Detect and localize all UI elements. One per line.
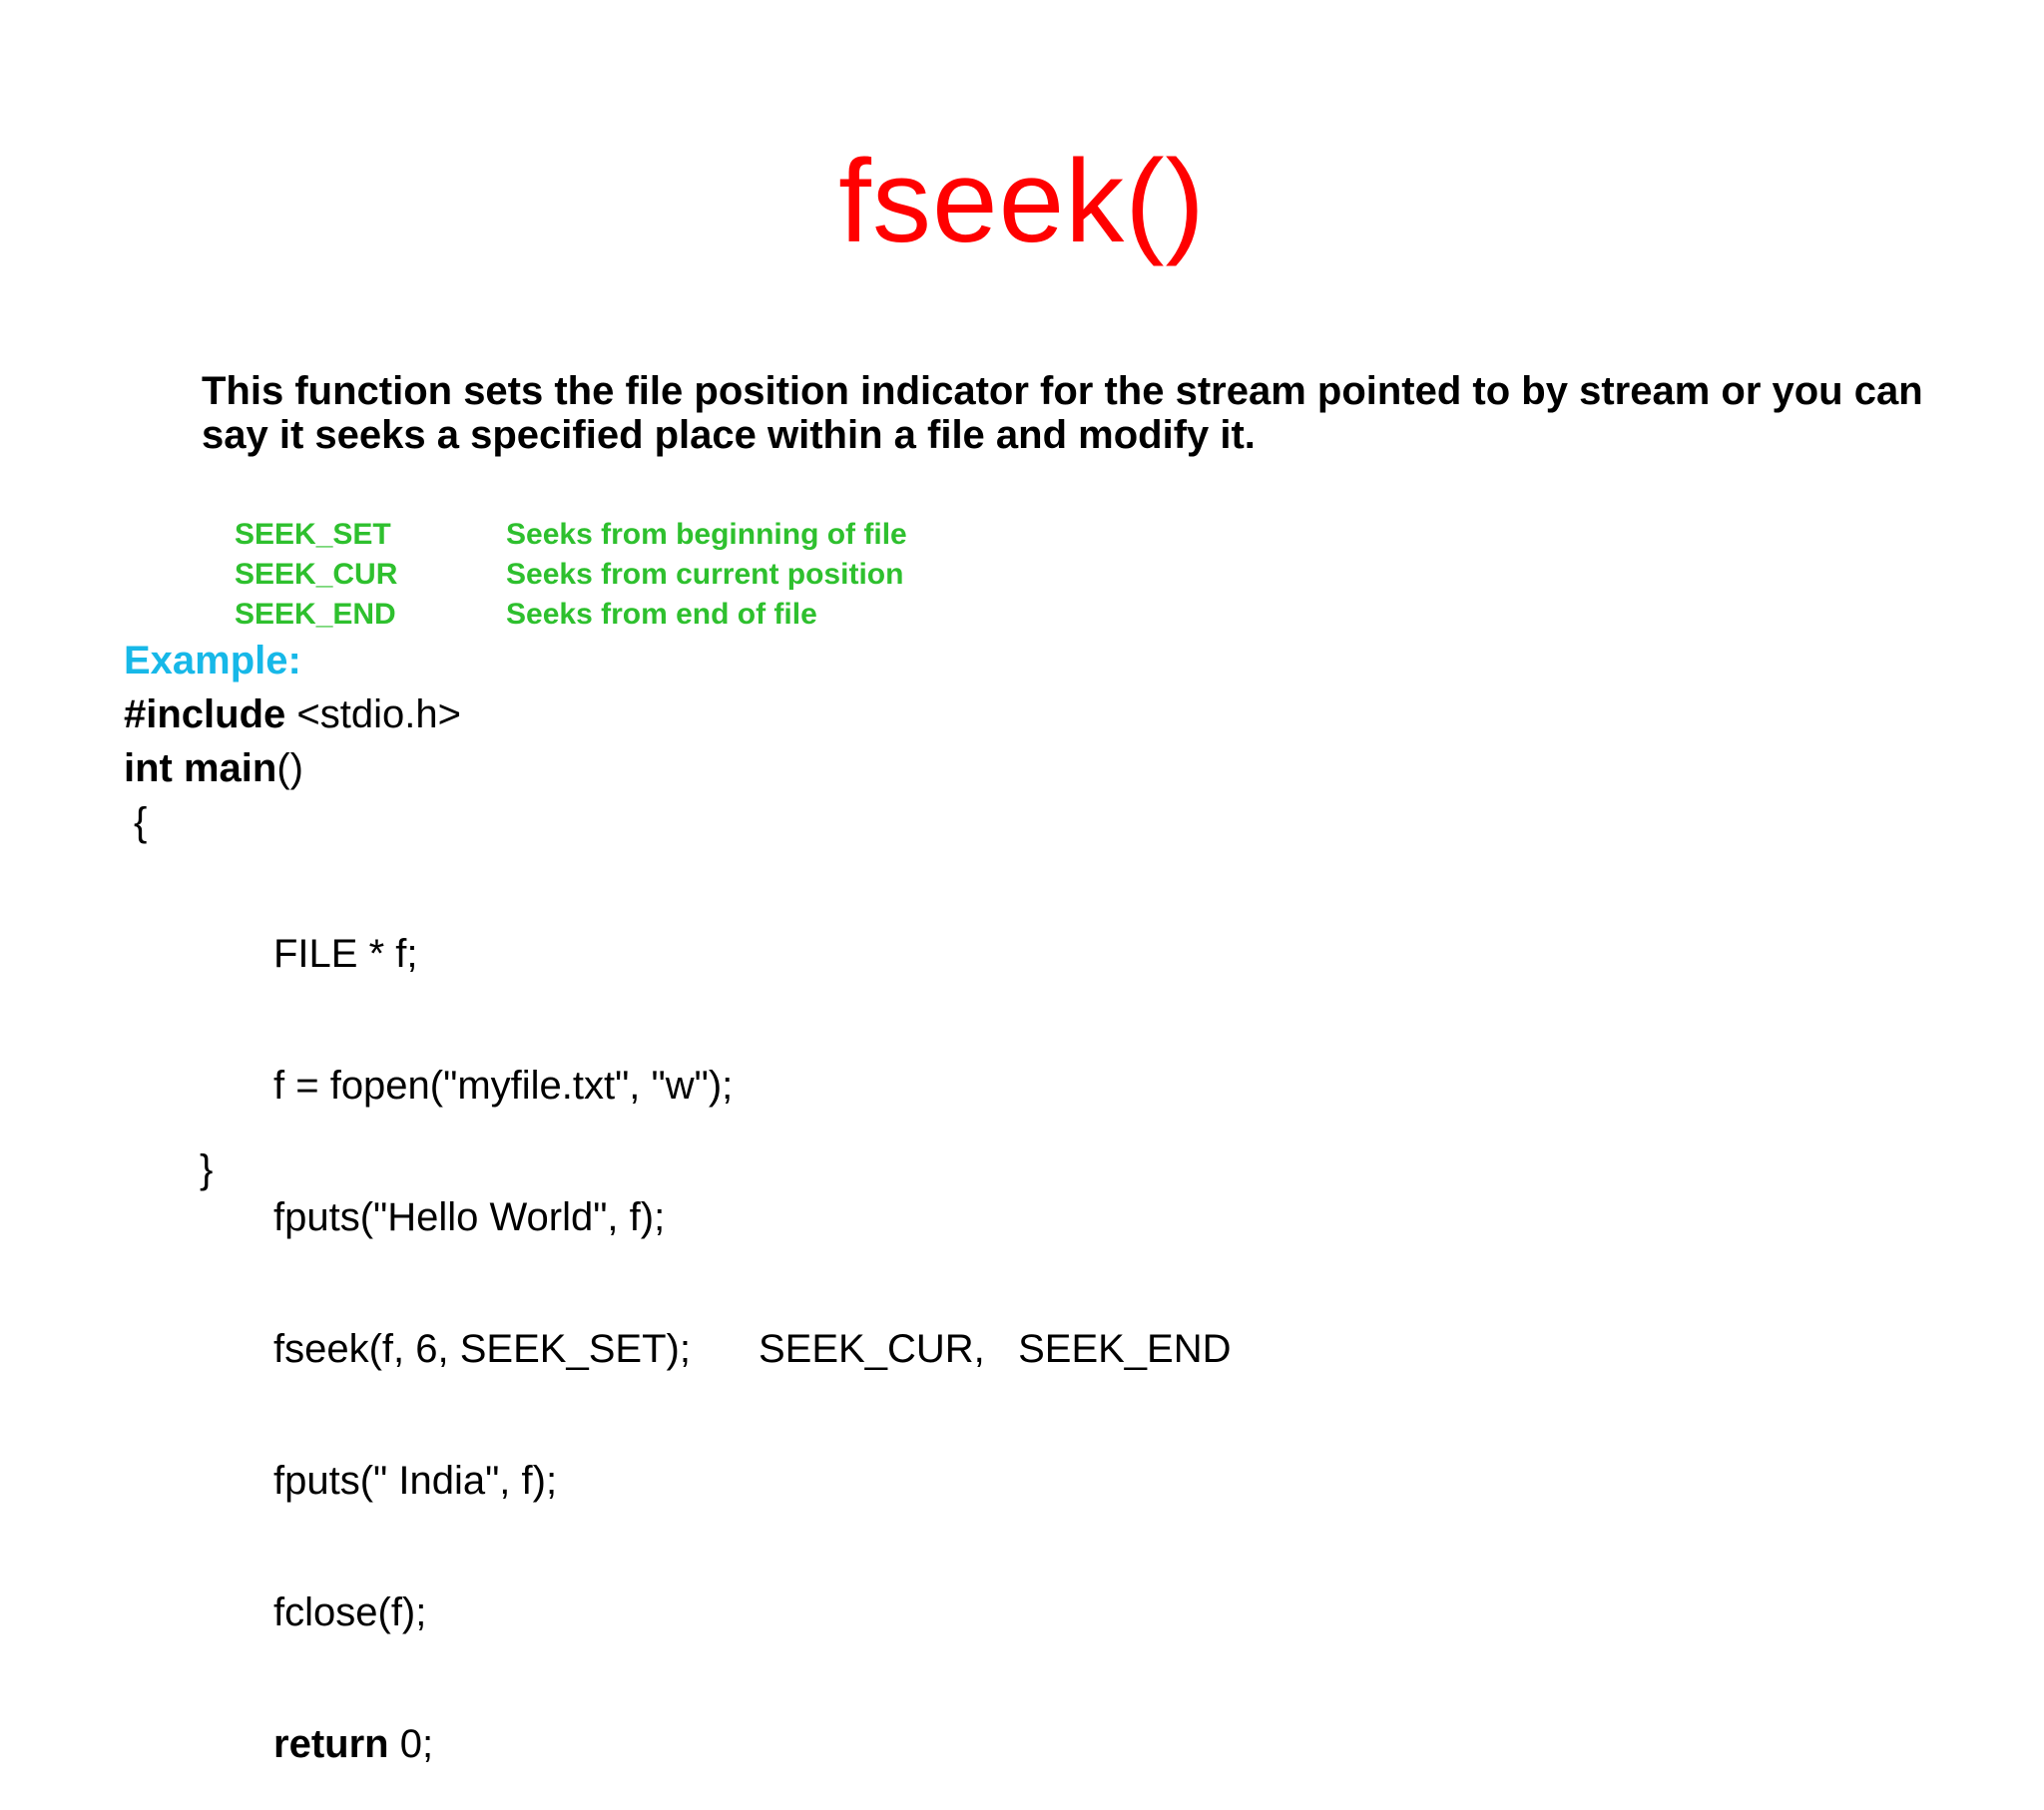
return-value: 0; [388, 1722, 434, 1766]
fseek-alternatives: SEEK_CUR, SEEK_END [759, 1327, 1232, 1371]
slide-title: fseek() [838, 136, 1206, 267]
code-body [273, 844, 1232, 1810]
code-open-brace: { [134, 800, 148, 844]
seek-constant: SEEK_END [235, 598, 396, 631]
seek-constant: SEEK_CUR [235, 558, 398, 591]
code-line: fputs("Hello World", f); [273, 1195, 666, 1239]
code-line-return [273, 1722, 733, 1766]
code-line: fclose(f); [273, 1590, 427, 1634]
code-main-line [124, 746, 303, 790]
include-header: <stdio.h> [285, 692, 461, 736]
code-close-brace: } [200, 1147, 214, 1191]
main-parens: () [276, 746, 303, 790]
fseek-call: fseek(f, 6, SEEK_SET); [273, 1327, 691, 1371]
seek-meaning: Seeks from end of file [506, 598, 817, 631]
description-text: This function sets the file position indicator for the stream pointed to by stream or you can say it seeks a specified place within a file and modify it. [202, 369, 1923, 457]
seek-meaning: Seeks from beginning of file [506, 518, 907, 551]
seek-meaning: Seeks from current position [506, 558, 904, 591]
return-keyword: return [273, 1722, 389, 1766]
code-line: f = fopen("myfile.txt", "w"); [273, 1064, 734, 1108]
main-keyword: int main [124, 746, 277, 790]
example-label: Example: [124, 639, 301, 682]
seek-constant: SEEK_SET [235, 518, 391, 551]
code-line: FILE * f; [273, 932, 418, 976]
code-line: fputs(" India", f); [273, 1459, 558, 1503]
include-keyword: #include [124, 692, 286, 736]
code-line-fseek [273, 1327, 1232, 1371]
code-include-line [124, 692, 461, 736]
